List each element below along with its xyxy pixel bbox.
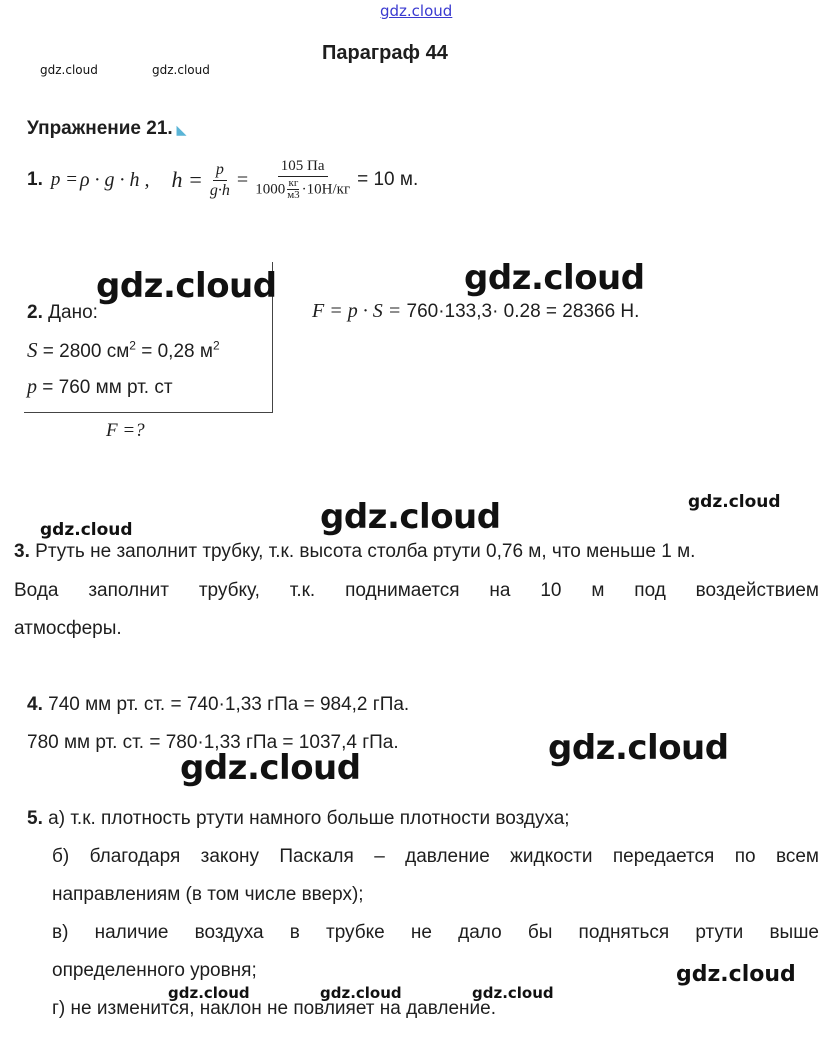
fraction-pressure: 105 Па 1000 $\frac{кг}{м3}$ ·10Н/кг — [255, 158, 351, 202]
task-3-line-2: Вода заполнит трубку, т.к. поднимается на 10 м под воздействием — [14, 580, 819, 601]
unit-kg-per-m3: $\frac{кг}{м3}$ — [287, 176, 300, 202]
task-5-a: 5. а) т.к. плотность ртути намного больше плотности воздуха; — [27, 808, 570, 829]
task-3-line-3: атмосферы. — [14, 618, 122, 639]
task-1: 1. p = ρ · g · h , h = $\frac{p}{g\cdot h}$ = 105 Па 1000 $\frac{кг}{м3}$ ·10Н/кг = 10 м. — [27, 158, 419, 202]
watermark-small: gdz.cloud — [676, 962, 796, 987]
watermark-big: gdz.cloud — [464, 258, 645, 298]
watermark-big: gdz.cloud — [548, 728, 729, 768]
task-4-line-2: 780 мм рт. ст. = 780·1,33 гПа = 1037,4 гПа. — [27, 732, 399, 753]
task-4-line-1: 4. 740 мм рт. ст. = 740·1,33 гПа = 984,2 гПа. — [27, 694, 410, 715]
watermark-big: gdz.cloud — [320, 497, 501, 537]
task-2-solution: F = p · S = 760·133,3· 0.28 = 28366 Н. — [312, 300, 640, 322]
given-area: S = 2800 $см^2 = 0,28$ $м^2$ — [27, 338, 220, 362]
task-2-given: 2. Дано: — [27, 302, 98, 323]
watermark-corner: gdz.cloud — [40, 63, 98, 77]
watermark-bottom: gdz.cloud — [168, 984, 250, 1002]
watermark-corner: gdz.cloud — [152, 63, 210, 77]
exercise-title: Упражнение 21. ◣ — [27, 118, 186, 139]
task-5-c-line-2: определенного уровня; — [52, 960, 257, 981]
task-5-b-line-2: направлениям (в том числе вверх); — [52, 884, 364, 905]
cursor-mark-icon: ◣ — [176, 123, 186, 137]
watermark-small: gdz.cloud — [688, 492, 781, 512]
task-3-line-1: 3. Ртуть не заполнит трубку, т.к. высота столба ртути 0,76 м, что меньше 1 м. — [14, 541, 696, 562]
watermark-top: gdz.cloud — [380, 2, 453, 20]
paragraph-title: Параграф 44 — [322, 42, 448, 64]
task-5-c-line-1: в) наличие воздуха в трубке не дало бы подняться ртути выше — [52, 922, 819, 943]
fraction-p-over-gh: $\frac{p}{g\cdot h}$ — [209, 160, 230, 199]
given-pressure: p = 760 мм рт. ст — [27, 376, 173, 398]
watermark-bottom: gdz.cloud — [320, 984, 402, 1002]
find-force: F =? — [106, 420, 145, 441]
watermark-small: gdz.cloud — [40, 520, 133, 540]
task-5-d: г) не изменится, наклон не повлияет на давление. — [52, 998, 497, 1019]
watermark-bottom: gdz.cloud — [472, 984, 554, 1002]
task-5-b-line-1: б) благодаря закону Паскаля – давление жидкости передается по всем — [52, 846, 819, 867]
watermark-big: gdz.cloud — [180, 748, 361, 788]
watermark-big: gdz.cloud — [96, 266, 277, 306]
